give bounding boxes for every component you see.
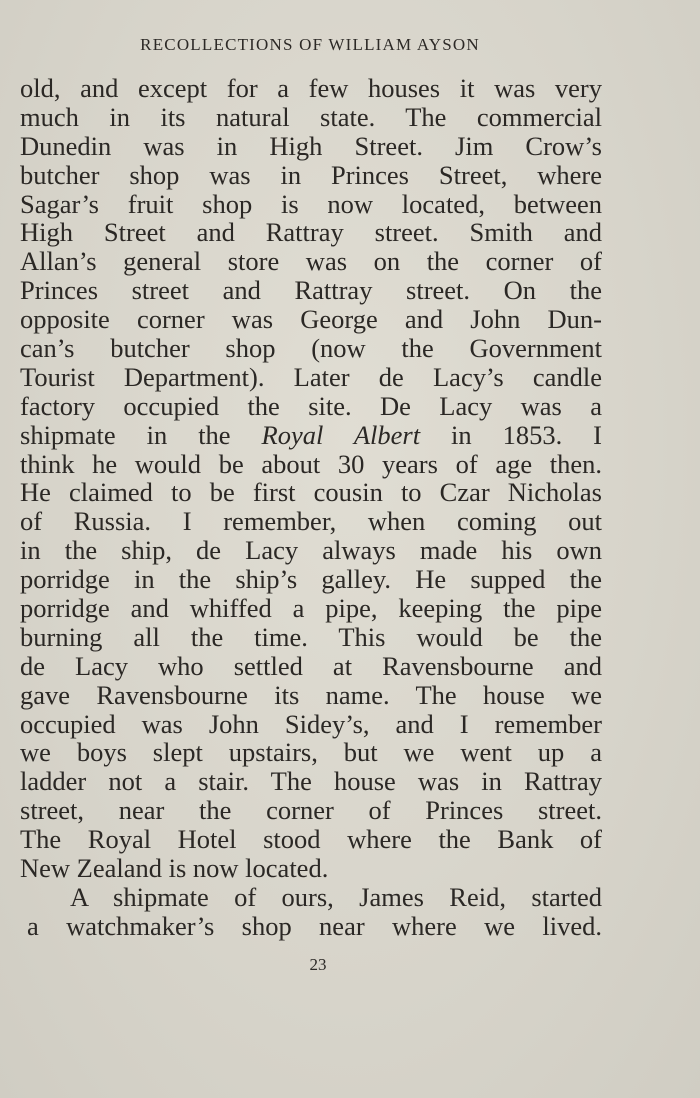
text-line: can’s butcher shop (now the Government <box>20 333 602 364</box>
ship-line-tail: in 1853. I <box>420 419 602 450</box>
text-line: of Russia. I remember, when coming out <box>20 506 602 537</box>
text-line: ladder not a stair. The house was in Rattray <box>20 766 602 797</box>
text-line: butcher shop was in Princes Street, where <box>20 159 602 190</box>
text-line: in the ship, de Lacy always made his own <box>20 535 602 566</box>
text-line: old, and except for a few houses it was very <box>20 73 602 103</box>
paragraph-start-line: A shipmate of ours, James Reid, started <box>70 881 602 912</box>
text-line: He claimed to be first cousin to Czar Nicholas <box>20 477 602 508</box>
body-text <box>20 74 602 941</box>
text-line: we boys slept upstairs, but we went up a <box>20 737 602 768</box>
text-line: a watchmaker’s shop near where we lived. <box>27 910 602 941</box>
text-line: opposite corner was George and John Dun- <box>20 304 602 335</box>
ship-line-head: shipmate in the <box>20 419 262 450</box>
text-line: Sagar’s fruit shop is now located, between <box>20 188 602 219</box>
text-line: The Royal Hotel stood where the Bank of <box>20 824 602 855</box>
text-line: porridge and whiffed a pipe, keeping the pipe <box>20 593 602 624</box>
text-line: burning all the time. This would be the <box>20 621 602 652</box>
text-line: Dunedin was in High Street. Jim Crow’s <box>20 130 602 161</box>
text-line: Tourist Department). Later de Lacy’s candle <box>20 361 602 392</box>
text-line: street, near the corner of Princes street. <box>20 795 602 826</box>
text-line: gave Ravensbourne its name. The house we <box>20 679 602 710</box>
text-line: occupied was John Sidey’s, and I remember <box>20 708 602 739</box>
text-line: think he would be about 30 years of age then. <box>20 448 602 479</box>
text-line: Princes street and Rattray street. On the <box>20 275 602 306</box>
text-line: High Street and Rattray street. Smith and <box>20 217 602 248</box>
page-number: 23 <box>309 955 327 974</box>
text-line-ship <box>20 421 602 450</box>
text-line: Allan’s general store was on the corner of <box>20 246 602 277</box>
text-line: factory occupied the site. De Lacy was a <box>20 390 602 421</box>
text-line: porridge in the ship’s galley. He supped the <box>20 564 602 595</box>
text-line: much in its natural state. The commercial <box>20 101 602 132</box>
text-line: New Zealand is now located. <box>20 853 329 884</box>
running-head: RECOLLECTIONS OF WILLIAM AYSON <box>140 35 480 54</box>
text-line: de Lacy who settled at Ravensbourne and <box>20 650 602 681</box>
ship-name: Royal Albert <box>261 419 421 450</box>
